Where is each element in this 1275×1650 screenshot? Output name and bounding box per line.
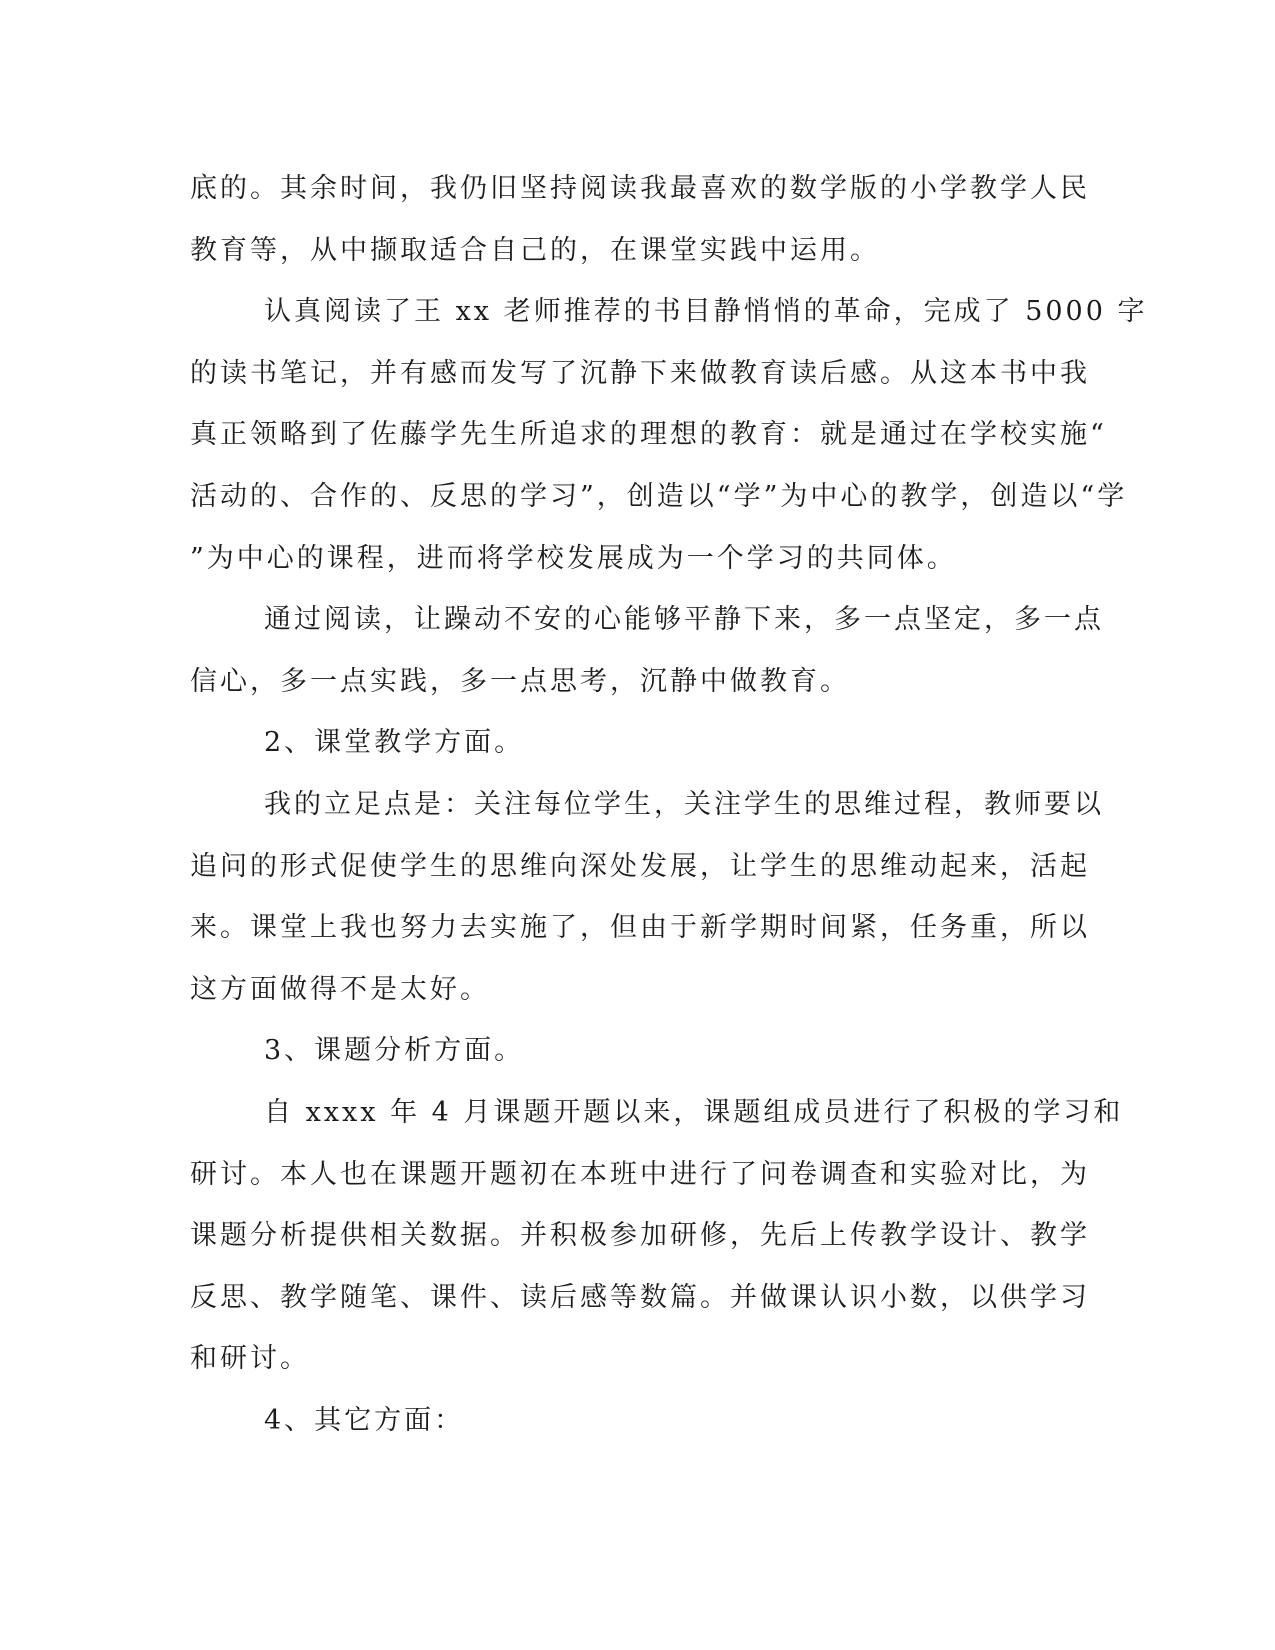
section-heading: 4、其它方面： (264, 1404, 465, 1436)
text-line: 课题分析提供相关数据。并积极参加研修，先后上传教学设计、教学 (190, 1220, 1090, 1252)
text-line: 通过阅读，让躁动不安的心能够平静下来，多一点坚定，多一点 (264, 604, 1104, 636)
text-line: 这方面做得不是太好。 (190, 973, 490, 1005)
text-line: 反思、教学随笔、课件、读后感等数篇。并做课认识小数，以供学习 (190, 1281, 1090, 1313)
text-line: 活动的、合作的、反思的学习”，创造以“学”为中心的教学，创造以“学 (190, 480, 1128, 512)
section-heading: 3、课题分析方面。 (264, 1035, 525, 1067)
text-line: 信心，多一点实践，多一点思考，沉静中做教育。 (190, 665, 850, 697)
text-line: 的读书笔记，并有感而发写了沉静下来做教育读后感。从这本书中我 (190, 357, 1090, 389)
text-line: 认真阅读了王 xx 老师推荐的书目静悄悄的革命，完成了 5000 字 (264, 296, 1148, 328)
text-line: 真正领略到了佐藤学先生所追求的理想的教育：就是通过在学校实施“ (190, 419, 1107, 451)
text-line: 底的。其余时间，我仍旧坚持阅读我最喜欢的数学版的小学教学人民 (190, 173, 1090, 204)
text-line: 自 xxxx 年 4 月课题开题以来，课题组成员进行了积极的学习和 (264, 1096, 1124, 1128)
text-line: 追问的形式促使学生的思维向深处发展，让学生的思维动起来，活起 (190, 850, 1090, 882)
text-line: 教育等，从中撷取适合自己的，在课堂实践中运用。 (190, 234, 880, 266)
text-line: 研讨。本人也在课题开题初在本班中进行了问卷调查和实验对比，为 (190, 1158, 1090, 1190)
text-line: 我的立足点是：关注每位学生，关注学生的思维过程，教师要以 (264, 788, 1104, 820)
text-line: 和研讨。 (190, 1343, 310, 1375)
text-line: ”为中心的课程，进而将学校发展成为一个学习的共同体。 (190, 542, 957, 574)
document-body (190, 158, 1148, 1451)
section-heading: 2、课堂教学方面。 (264, 727, 525, 759)
text-line: 来。课堂上我也努力去实施了，但由于新学期时间紧，任务重，所以 (190, 912, 1090, 944)
